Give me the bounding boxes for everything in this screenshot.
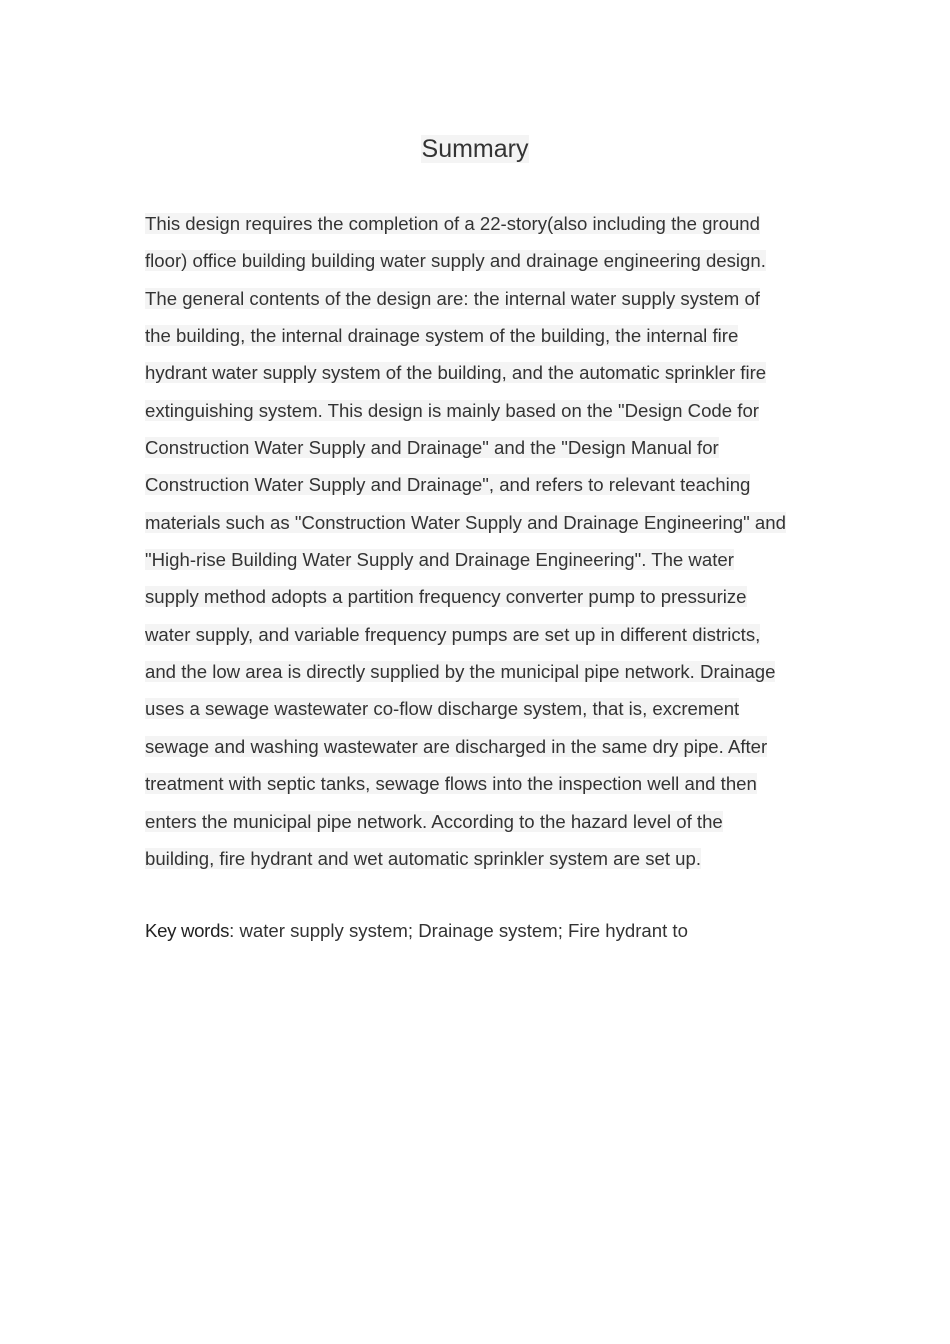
abstract-paragraph	[145, 205, 813, 877]
page-title-text: Summary	[421, 135, 529, 163]
abstract-line-text: The general contents of the design are: the internal water supply system of	[145, 287, 760, 309]
abstract-line	[145, 354, 813, 391]
abstract-line-text: and the low area is directly supplied by the municipal pipe network. Drainage	[145, 661, 776, 683]
abstract-line	[145, 616, 813, 653]
abstract-line-text: "High-rise Building Water Supply and Drainage Engineering". The water	[145, 549, 734, 571]
keywords-line	[145, 912, 813, 949]
page-title	[0, 133, 950, 165]
abstract-line-text: supply method adopts a partition frequency converter pump to pressurize	[145, 586, 747, 608]
abstract-line	[145, 429, 813, 466]
abstract-line-text: This design requires the completion of a 22-story(also including the ground	[145, 213, 760, 234]
abstract-line-text: floor) office building building water supply and drainage engineering design.	[145, 250, 766, 272]
abstract-line	[145, 205, 813, 242]
abstract-line-text: the building, the internal drainage system of the building, the internal fire	[145, 325, 739, 347]
abstract-line-text: treatment with septic tanks, sewage flows into the inspection well and then	[145, 773, 757, 795]
abstract-line	[145, 653, 813, 690]
abstract-line	[145, 690, 813, 727]
abstract-line	[145, 280, 813, 317]
abstract-line-text: sewage and washing wastewater are discharged in the same dry pipe. After	[145, 735, 768, 757]
abstract-line	[145, 578, 813, 615]
abstract-line	[145, 317, 813, 354]
abstract-line	[145, 728, 813, 765]
abstract-line-text: building, fire hydrant and wet automatic sprinkler system are set up.	[145, 847, 702, 869]
abstract-line	[145, 541, 813, 578]
abstract-line-text: uses a sewage wastewater co-flow discharge system, that is, excrement	[145, 698, 740, 720]
abstract-line	[145, 840, 813, 877]
abstract-line	[145, 504, 813, 541]
abstract-line	[145, 803, 813, 840]
abstract-line	[145, 765, 813, 802]
keywords-label: Key words	[145, 920, 230, 941]
abstract-line-text: extinguishing system. This design is mainly based on the "Design Code for	[145, 399, 759, 421]
keywords-text: : water supply system; Drainage system; Fire hydrant to	[229, 920, 688, 941]
abstract-line-text: Construction Water Supply and Drainage" and the "Design Manual for	[145, 437, 719, 459]
abstract-line-text: water supply, and variable frequency pumps are set up in different districts,	[145, 623, 761, 645]
abstract-line	[145, 242, 813, 279]
abstract-line	[145, 466, 813, 503]
abstract-line-text: materials such as "Construction Water Supply and Drainage Engineering" and	[145, 511, 786, 533]
abstract-line-text: enters the municipal pipe network. According to the hazard level of the	[145, 810, 723, 832]
abstract-line	[145, 392, 813, 429]
abstract-line-text: Construction Water Supply and Drainage", and refers to relevant teaching	[145, 474, 751, 496]
abstract-line-text: hydrant water supply system of the building, and the automatic sprinkler fire	[145, 362, 767, 384]
